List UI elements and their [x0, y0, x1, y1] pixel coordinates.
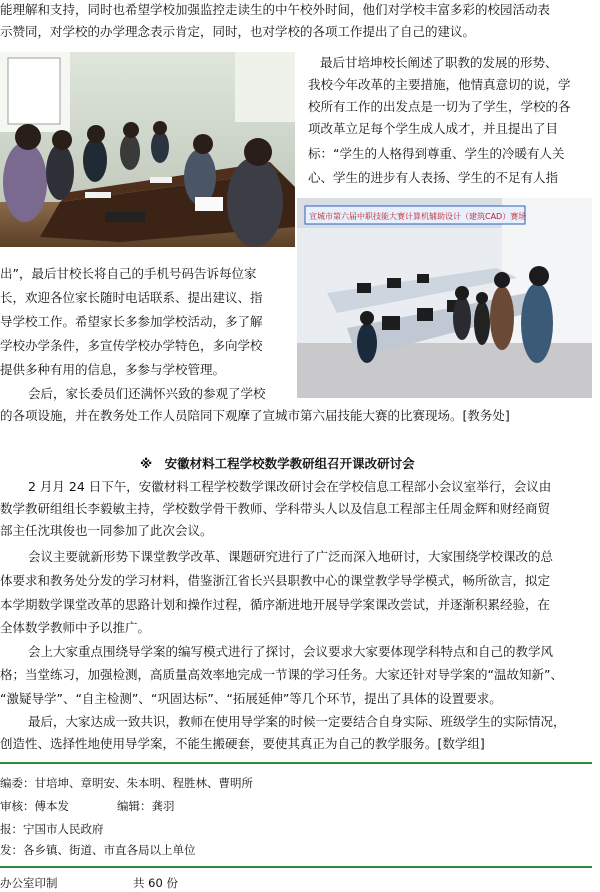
section-line: 创造性、选择性地使用导学案，不能生搬硬套，要使其真正为自己的教学服务。[数学组]: [0, 736, 485, 751]
section-line: “激疑导学”、“自主检测”、“巩固达标”、“拓展延伸”等几个环节，提出了具体的设置要求。: [0, 691, 502, 706]
section-line: 格；当堂练习，加强检测，高质量高效率地完成一节课的学习任务。大家还针对导学案的“温故知新”、: [0, 667, 563, 682]
right-column-line: 最后甘培坤校长阐述了职教的发展的形势、: [320, 55, 558, 70]
footer-copies: 共 60 份: [133, 876, 178, 890]
right-column-line: 标：“学生的人格得到尊重、学生的冷暖有人关: [308, 146, 565, 161]
competition-photo: [297, 198, 592, 398]
left-column-line: 导学校工作。希望家长多参加学校活动，多了解: [0, 314, 263, 329]
section-heading: ※ 安徽材料工程学校数学教研组召开课改研讨会: [140, 456, 415, 471]
section-line: 最后，大家达成一致共识，教师在使用导学案的时候一定要结合自身实际、班级学生的实际情况，: [28, 714, 566, 729]
section-line: 部主任沈琪俊也一同参加了此次会议。: [0, 523, 213, 538]
footer-divider: [0, 866, 592, 868]
intro-line: 能理解和支持，同时也希望学校加强监控走读生的中午校外时间，他们对学校丰富多彩的校园活动表: [0, 2, 551, 17]
footer-editors: 编委：甘培坤、章明安、朱本明、程胜林、曹明所: [0, 776, 253, 790]
section-line: 会上大家重点围绕导学案的编写模式进行了探讨，会议要求大家要体现学科特点和自己的教学风: [28, 644, 554, 659]
section-line: 会议主要就新形势下课堂教学改革、课题研究进行了广泛而深入地研讨，大家围绕学校课改的总: [28, 549, 554, 564]
left-column-line: 的各项设施，并在教务处工作人员陪同下观摩了宣城市第六届技能大赛的比赛现场。[教务处]: [0, 408, 510, 423]
left-column-line: 会后，家长委员们还满怀兴致的参观了学校: [28, 386, 266, 401]
right-column-line: 校所有工作的出发点是一切为了学生，学校的各: [308, 99, 571, 114]
section-line: 体要求和教务处分发的学习材料，借鉴浙江省长兴县职教中心的课堂教学导学模式，畅所欲言，拟定: [0, 573, 551, 588]
footer-printer: 办公室印制: [0, 876, 58, 890]
right-column-line: 心、学生的进步有人表扬、学生的不足有人指: [308, 170, 559, 185]
competition-banner-text: 宣城市第六届中职技能大赛计算机辅助设计（建筑CAD）赛场: [309, 212, 527, 221]
right-column-line: 项改革立足每个学生成人成才，并且提出了目: [308, 121, 559, 136]
left-column-line: 出”，最后甘校长将自己的手机号码告诉每位家: [0, 266, 257, 281]
footer-divider: [0, 762, 592, 764]
footer-report: 报：宁国市人民政府: [0, 822, 104, 836]
section-line: 全体数学教师中予以推广。: [0, 620, 151, 635]
right-column-line: 我校今年改革的主要措施，他情真意切的说，学: [308, 77, 571, 92]
left-column-line: 提供多种有用的信息，多参与学校管理。: [0, 362, 226, 377]
footer-reviewer: 审核：傅本发: [0, 799, 69, 813]
section-line: 本学期数学课堂改革的思路计划和操作过程，循序渐进地开展导学案课改尝试，并逐渐积累经验，在: [0, 597, 551, 612]
intro-line: 示赞同，对学校的办学理念表示肯定，同时，也对学校的各项工作提出了自己的建议。: [0, 24, 476, 39]
left-column-line: 学校办学条件，多宣传学校办学特色，多向学校: [0, 338, 263, 353]
footer-distribute: 发：各乡镇、街道、市直各局以上单位: [0, 843, 196, 857]
footer-editor: 编辑：龚羽: [117, 799, 175, 813]
section-line: 数学教研组组长李毅敏主持，学校数学骨干教师、学科带头人以及信息工程部主任周金辉和财经商贸: [0, 501, 551, 516]
section-line: 2 月月 24 日下午，安徽材料工程学校数学课改研讨会在学校信息工程部小会议室举行，会议由: [28, 479, 552, 494]
meeting-photo: [0, 52, 295, 247]
left-column-line: 长，欢迎各位家长随时电话联系、提出建议、指: [0, 290, 263, 305]
